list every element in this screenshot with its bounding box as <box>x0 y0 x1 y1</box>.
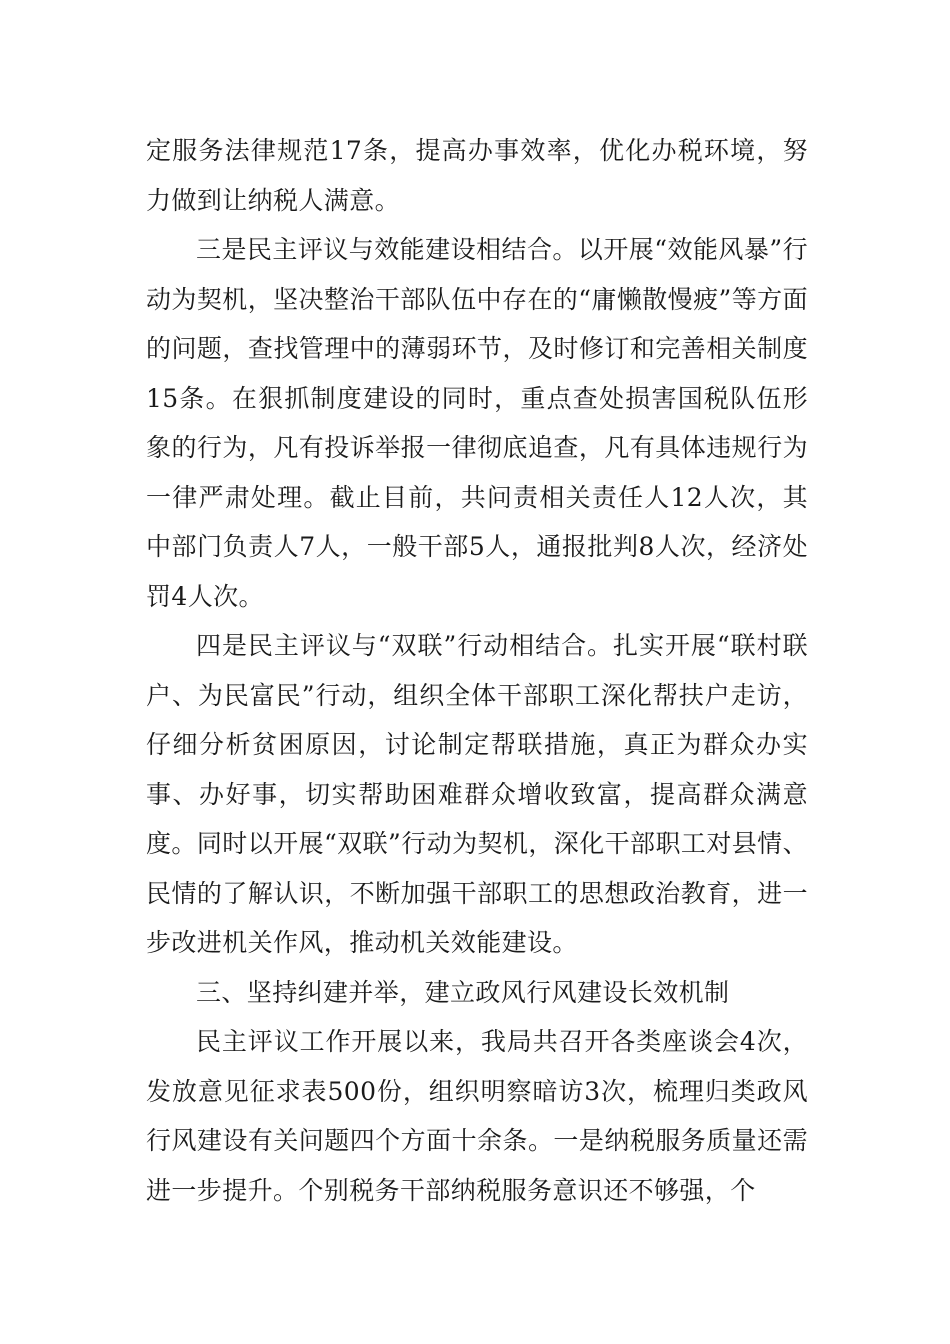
paragraph-shuanglian-action: 四是民主评议与“双联”行动相结合。扎实开展“联村联户、为民富民”行动，组织全体干部职工深化帮扶户走访，仔细分析贫困原因，讨论制定帮联措施，真正为群众办实事、办好事，切实帮助困难群众增收致富，提高群众满意度。同时以开展“双联”行动为契机，深化干部职工对县情、民情的了解认识，不断加强干部职工的思想政治教育，进一步改进机关作风，推动机关效能建设。 <box>146 631 808 957</box>
section-heading-long-term-mechanism: 三、坚持纠建并举，建立政风行风建设长效机制 <box>196 977 730 1007</box>
paragraph-review-summary: 民主评议工作开展以来，我局共召开各类座谈会4次，发放意见征求表500份，组织明察暗访3次，梳理归类政风行风建设有关问题四个方面十余条。一是纳税服务质量还需进一步提升。个别税务干部纳税服务意识还不够强，个 <box>146 1027 808 1205</box>
paragraph-continuation: 定服务法律规范17条，提高办事效率，优化办税环境，努力做到让纳税人满意。 <box>146 136 808 215</box>
document-body <box>146 126 808 1215</box>
paragraph-efficiency-building: 三是民主评议与效能建设相结合。以开展“效能风暴”行动为契机，坚决整治干部队伍中存在的“庸懒散慢疲”等方面的问题，查找管理中的薄弱环节，及时修订和完善相关制度15条。在狠抓制度建设的同时，重点查处损害国税队伍形象的行为，凡有投诉举报一律彻底追查，凡有具体违规行为一律严肃处理。截止目前，共问责相关责任人12人次，其中部门负责人7人，一般干部5人，通报批判8人次，经济处罚4人次。 <box>146 235 808 611</box>
